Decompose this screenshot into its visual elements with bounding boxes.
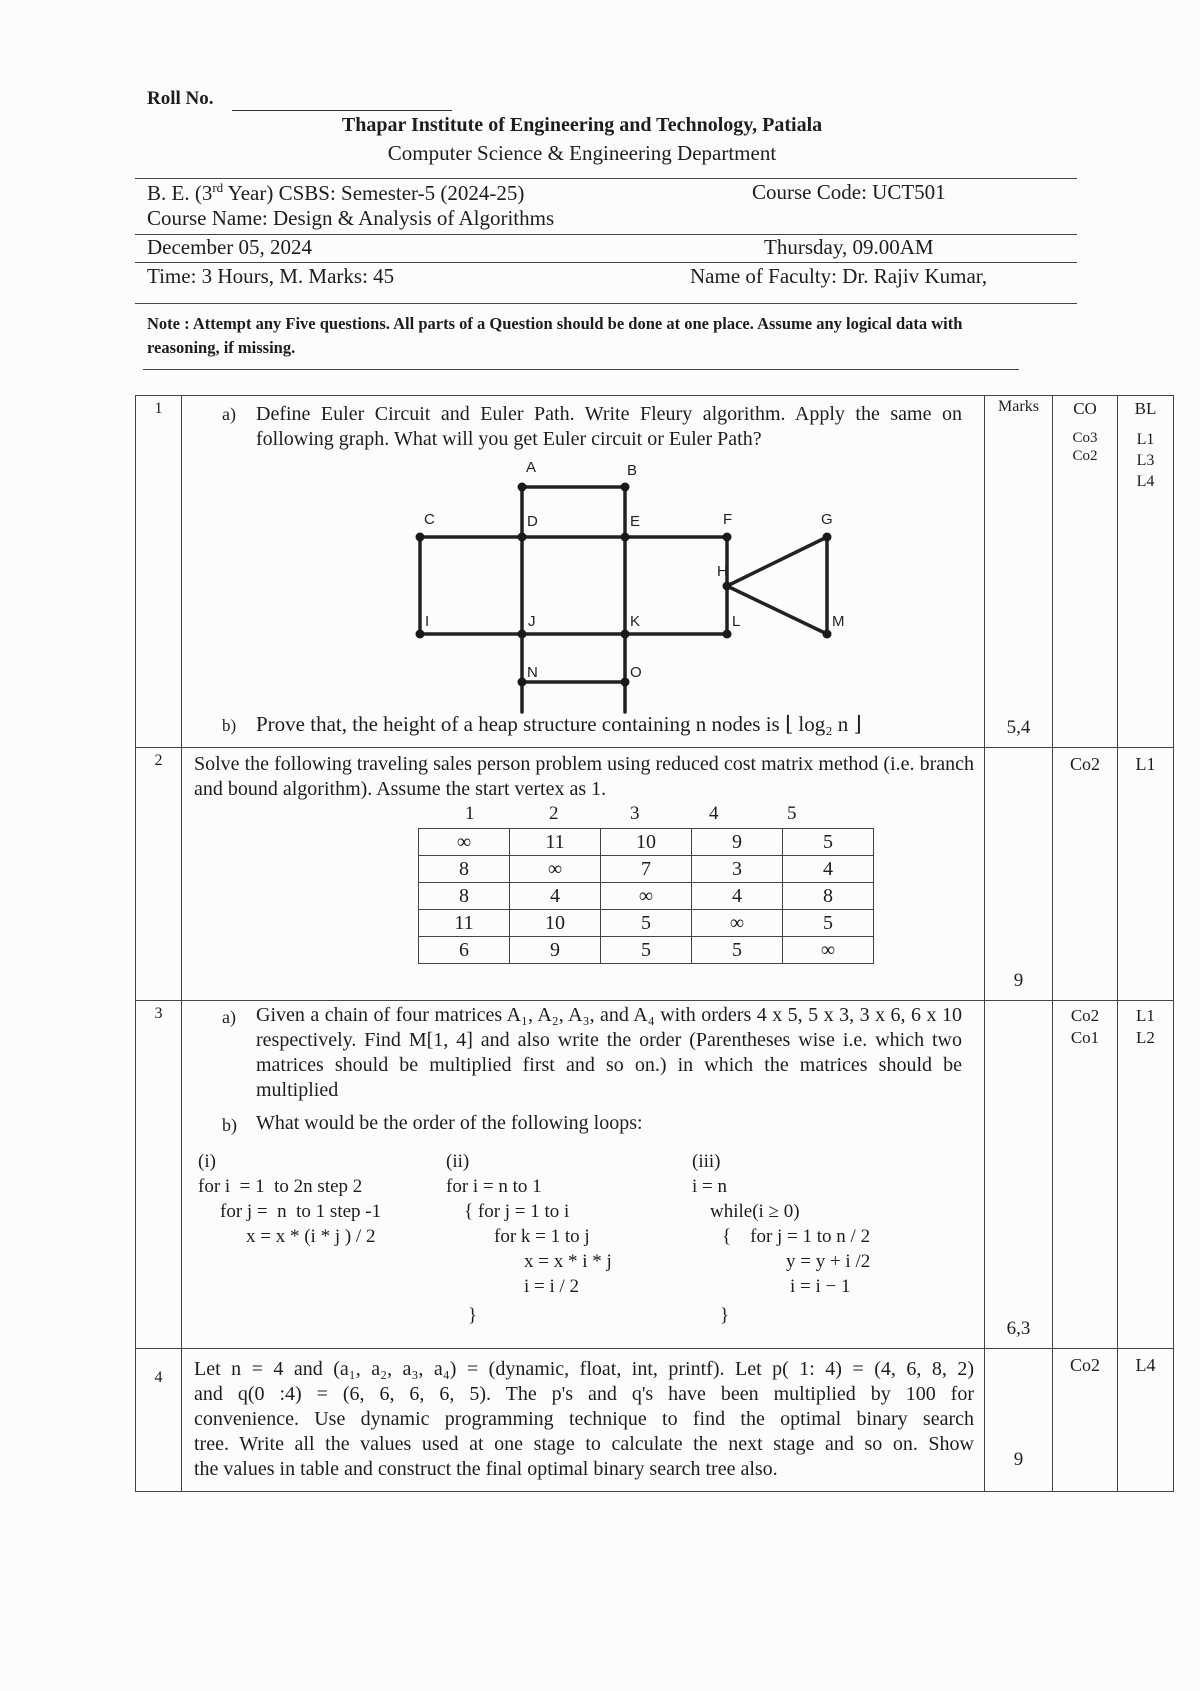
code-line: } [720,1305,730,1326]
loop-iii-label: (iii) [692,1151,721,1172]
tsp-cost-matrix [418,828,874,964]
bl-header: BL [1134,399,1157,418]
co-cell [1053,748,1118,1001]
vertex-label-b: B [627,462,638,479]
code-line: i = i / 2 [524,1276,580,1297]
marks-cell [985,748,1053,1001]
vertex-label-m: M [832,613,845,630]
matrix-col-header: 2 [549,803,559,824]
bl-list: L1 L2 [1136,1006,1155,1047]
question-4-text: Let n = 4 and (a₁, a₂, a₃, a₄) = (dynamic, float, int, printf). Let p( 1: 4) = (4, 6, 8, 2) and q(0 :4) = (6, 6, 6, 6, 5). The p's and q's have been multiplied by 100 for convenience. Use dynamic programming technique to find the optimal binary search tree. Write all the values used at one stage to calculate the next stage and so on. Show the values in table and construct the final optimal binary search tree also. [194,1358,974,1480]
code-line: { for j = 1 to i [464,1201,570,1222]
question-row-1 [136,396,1174,748]
question-1a-text: Define Euler Circuit and Euler Path. Write Fleury algorithm. Apply the same on following graph. What will you get Euler circuit or Euler Path? [256,403,962,450]
department-name: Computer Science & Engineering Department [387,141,777,165]
co-cell [1053,1349,1118,1492]
code-line: i = i − 1 [790,1276,851,1297]
code-line: x = x * (i * j ) / 2 [246,1226,376,1247]
bl-value: L4 [1135,1355,1156,1375]
part-label: a) [222,404,236,424]
matrix-row: ∞ 11 10 9 5 [419,829,874,856]
marks-cell [985,1001,1053,1349]
bl-cell [1118,1001,1174,1349]
vertex-label-l: L [732,613,741,630]
vertex-label-f: F [723,511,733,528]
course-code: Course Code: UCT501 [752,180,946,204]
exam-note: Note : Attempt any Five questions. All parts of a Question should be done at one place. Assume any logical data with reasoning, if missing. [147,314,963,357]
question-number: 4 [136,1349,182,1492]
question-body-4 [182,1349,985,1492]
co-list: Co3 Co2 [1072,430,1098,464]
exam-date: December 05, 2024 [147,235,313,259]
bl-cell [1118,1349,1174,1492]
code-line: } [468,1305,478,1326]
vertex-label-a: A [526,459,537,476]
question-row-2 [136,748,1174,1001]
matrix-row: 11 10 5 ∞ 5 [419,910,874,937]
loop-ii-label: (ii) [446,1151,470,1172]
co-value: Co2 [1069,1355,1100,1375]
roll-number-label: Roll No. [147,88,214,109]
question-body-2 [182,748,985,1001]
marks-header: Marks [998,398,1039,415]
vertex-label-i: I [425,613,430,630]
part-label: b) [222,1115,237,1135]
code-line: y = y + i /2 [786,1251,871,1272]
institute-name: Thapar Institute of Engineering and Technology, Patiala [341,114,823,136]
exam-day-time: Thursday, 09.00AM [764,235,934,259]
bl-cell [1118,748,1174,1001]
marks-cell [985,1349,1053,1492]
program-info: B. E. (3rd Year) CSBS: Semester-5 (2024-25) [147,180,525,205]
question-3b-text: What would be the order of the following loops: [256,1112,643,1134]
marks-cell [985,396,1053,748]
vertex-label-n: N [527,664,538,681]
vertex-label-d: D [527,513,538,530]
question-marks: 9 [1013,970,1024,991]
code-line: x = x * i * j [524,1251,612,1272]
code-line: { for j = 1 to n / 2 [722,1226,871,1247]
question-marks: 6,3 [1006,1318,1031,1339]
part-label: a) [222,1007,236,1027]
matrix-row: 8 4 ∞ 4 8 [419,883,874,910]
question-number: 3 [136,1001,182,1349]
question-body-3 [182,1001,985,1349]
question-number: 2 [136,748,182,1001]
matrix-col-header: 3 [630,803,640,824]
code-line: for i = 1 to 2n step 2 [198,1176,363,1197]
vertex-label-j: J [528,613,536,630]
code-line: for j = n to 1 step -1 [220,1201,382,1222]
co-cell [1053,1001,1118,1349]
roll-number-line [232,110,452,111]
matrix-row: 6 9 5 5 ∞ [419,937,874,964]
matrix-col-header: 4 [709,803,719,824]
question-1b-text: Prove that, the height of a heap structure containing n nodes is ⌊ log₂ n ⌋ [256,712,862,736]
matrix-row: 8 ∞ 7 3 4 [419,856,874,883]
bl-cell [1118,396,1174,748]
vertex-label-e: E [630,513,641,530]
co-header: CO [1073,399,1097,418]
questions-table [135,395,1174,1492]
question-body-1 [182,396,985,748]
faculty-name: Name of Faculty: Dr. Rajiv Kumar, [690,264,988,288]
question-2-text: Solve the following traveling sales person problem using reduced cost matrix method (i.e. branch and bound algorithm). Assume the start vertex as 1. [194,753,974,800]
part-label: b) [222,716,237,735]
matrix-col-header: 5 [787,803,797,824]
question-row-3 [136,1001,1174,1349]
bl-value: L1 [1135,754,1156,774]
code-line: for k = 1 to j [494,1226,590,1247]
vertex-label-g: G [821,511,833,528]
course-name: Course Name: Design & Analysis of Algorithms [147,206,555,230]
question-marks: 5,4 [1006,717,1031,738]
question-number: 1 [136,396,182,748]
code-line: for i = n to 1 [446,1176,542,1197]
code-line: while(i ≥ 0) [710,1201,800,1222]
question-marks: 9 [1013,1449,1024,1470]
vertex-label-o: O [630,664,642,681]
co-cell [1053,396,1118,748]
question-row-4 [136,1349,1174,1492]
vertex-label-h: H [717,563,728,580]
co-value: Co2 [1069,754,1100,774]
loop-i-label: (i) [198,1151,216,1172]
question-3a-text: Given a chain of four matrices A₁, A₂, A₃, and A₄ with orders 4 x 5, 5 x 3, 3 x 6, 6 x 10 respectively. Find M[1, 4] and also write the order (Parentheses wise i.e. which two matrices should be multiplied first and so on.) in which the matrices should be multiplied [256,1004,962,1101]
vertex-label-k: K [630,613,641,630]
code-line: i = n [692,1176,727,1197]
matrix-col-header: 1 [465,803,475,824]
vertex-label-c: C [424,511,435,528]
co-list: Co2 Co1 [1070,1006,1100,1047]
bl-list: L1 L3 L4 [1136,431,1155,490]
exam-duration: Time: 3 Hours, M. Marks: 45 [147,264,395,288]
euler-graph [372,454,845,686]
